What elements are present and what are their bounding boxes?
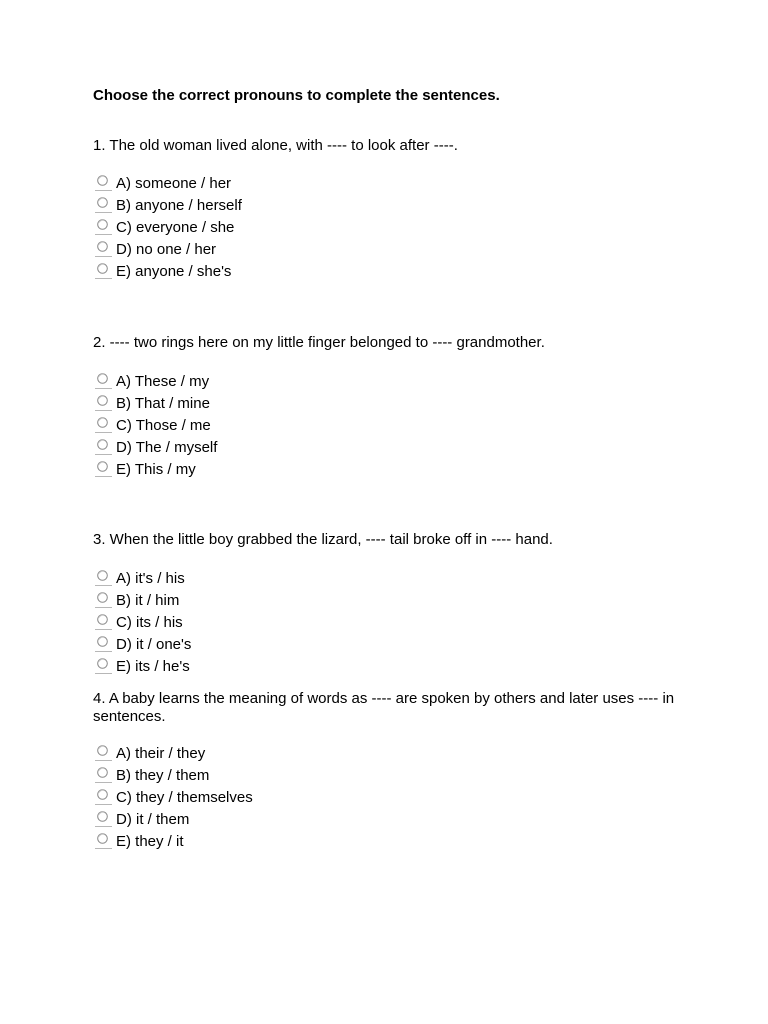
option-c[interactable]	[93, 217, 242, 239]
option-c[interactable]	[93, 612, 191, 634]
option-label: B) That / mine	[116, 395, 210, 412]
question-3	[93, 531, 683, 675]
question-text: 4. A baby learns the meaning of words as ---- are spoken by others and later uses ---- in sentences.	[93, 690, 675, 725]
option-a[interactable]	[93, 371, 217, 393]
radio-icon[interactable]	[95, 174, 112, 191]
option-label: D) no one / her	[116, 241, 217, 258]
radio-icon[interactable]	[95, 218, 112, 235]
option-label: A) someone / her	[116, 175, 232, 192]
option-label: A) their / they	[116, 745, 206, 762]
option-label: C) Those / me	[116, 417, 211, 434]
radio-icon[interactable]	[95, 262, 112, 279]
radio-icon[interactable]	[95, 394, 112, 411]
option-d[interactable]	[93, 437, 217, 459]
option-a[interactable]	[93, 743, 253, 765]
option-label: C) its / his	[116, 614, 183, 631]
radio-icon[interactable]	[95, 569, 112, 586]
question-text: 1. The old woman lived alone, with ---- to look after ----.	[93, 137, 458, 154]
option-d[interactable]	[93, 634, 191, 656]
option-label: E) its / he's	[116, 658, 190, 675]
page-title: Choose the correct pronouns to complete the sentences.	[93, 87, 500, 104]
radio-icon[interactable]	[95, 240, 112, 257]
option-label: D) it / them	[116, 811, 190, 828]
radio-icon[interactable]	[95, 460, 112, 477]
option-label: C) they / themselves	[116, 789, 253, 806]
option-label: D) The / myself	[116, 439, 218, 456]
question-text: 2. ---- two rings here on my little finger belonged to ---- grandmother.	[93, 334, 545, 351]
radio-icon[interactable]	[95, 416, 112, 433]
radio-icon[interactable]	[95, 810, 112, 827]
option-c[interactable]	[93, 787, 253, 809]
option-c[interactable]	[93, 415, 217, 437]
option-label: C) everyone / she	[116, 219, 235, 236]
question-4	[93, 690, 683, 850]
question-text: 3. When the little boy grabbed the lizard, ---- tail broke off in ---- hand.	[93, 531, 553, 548]
option-e[interactable]	[93, 656, 191, 678]
option-label: B) anyone / herself	[116, 197, 242, 214]
option-b[interactable]	[93, 590, 191, 612]
option-a[interactable]	[93, 173, 242, 195]
radio-icon[interactable]	[95, 196, 112, 213]
answer-options	[93, 743, 253, 853]
radio-icon[interactable]	[95, 744, 112, 761]
radio-icon[interactable]	[95, 591, 112, 608]
option-label: D) it / one's	[116, 636, 192, 653]
radio-icon[interactable]	[95, 635, 112, 652]
radio-icon[interactable]	[95, 613, 112, 630]
question-2	[93, 334, 683, 478]
question-1	[93, 137, 683, 280]
answer-options	[93, 173, 242, 283]
radio-icon[interactable]	[95, 657, 112, 674]
option-label: A) These / my	[116, 373, 210, 390]
answer-options	[93, 371, 217, 481]
option-label: B) they / them	[116, 767, 210, 784]
option-label: B) it / him	[116, 592, 180, 609]
option-b[interactable]	[93, 765, 253, 787]
option-d[interactable]	[93, 809, 253, 831]
option-b[interactable]	[93, 393, 217, 415]
option-label: E) they / it	[116, 833, 184, 850]
option-e[interactable]	[93, 831, 253, 853]
option-label: E) anyone / she's	[116, 263, 232, 280]
radio-icon[interactable]	[95, 832, 112, 849]
option-e[interactable]	[93, 261, 242, 283]
option-label: E) This / my	[116, 461, 196, 478]
option-e[interactable]	[93, 459, 217, 481]
radio-icon[interactable]	[95, 788, 112, 805]
option-b[interactable]	[93, 195, 242, 217]
option-a[interactable]	[93, 568, 191, 590]
radio-icon[interactable]	[95, 766, 112, 783]
radio-icon[interactable]	[95, 372, 112, 389]
radio-icon[interactable]	[95, 438, 112, 455]
answer-options	[93, 568, 191, 678]
option-label: A) it's / his	[116, 570, 185, 587]
option-d[interactable]	[93, 239, 242, 261]
